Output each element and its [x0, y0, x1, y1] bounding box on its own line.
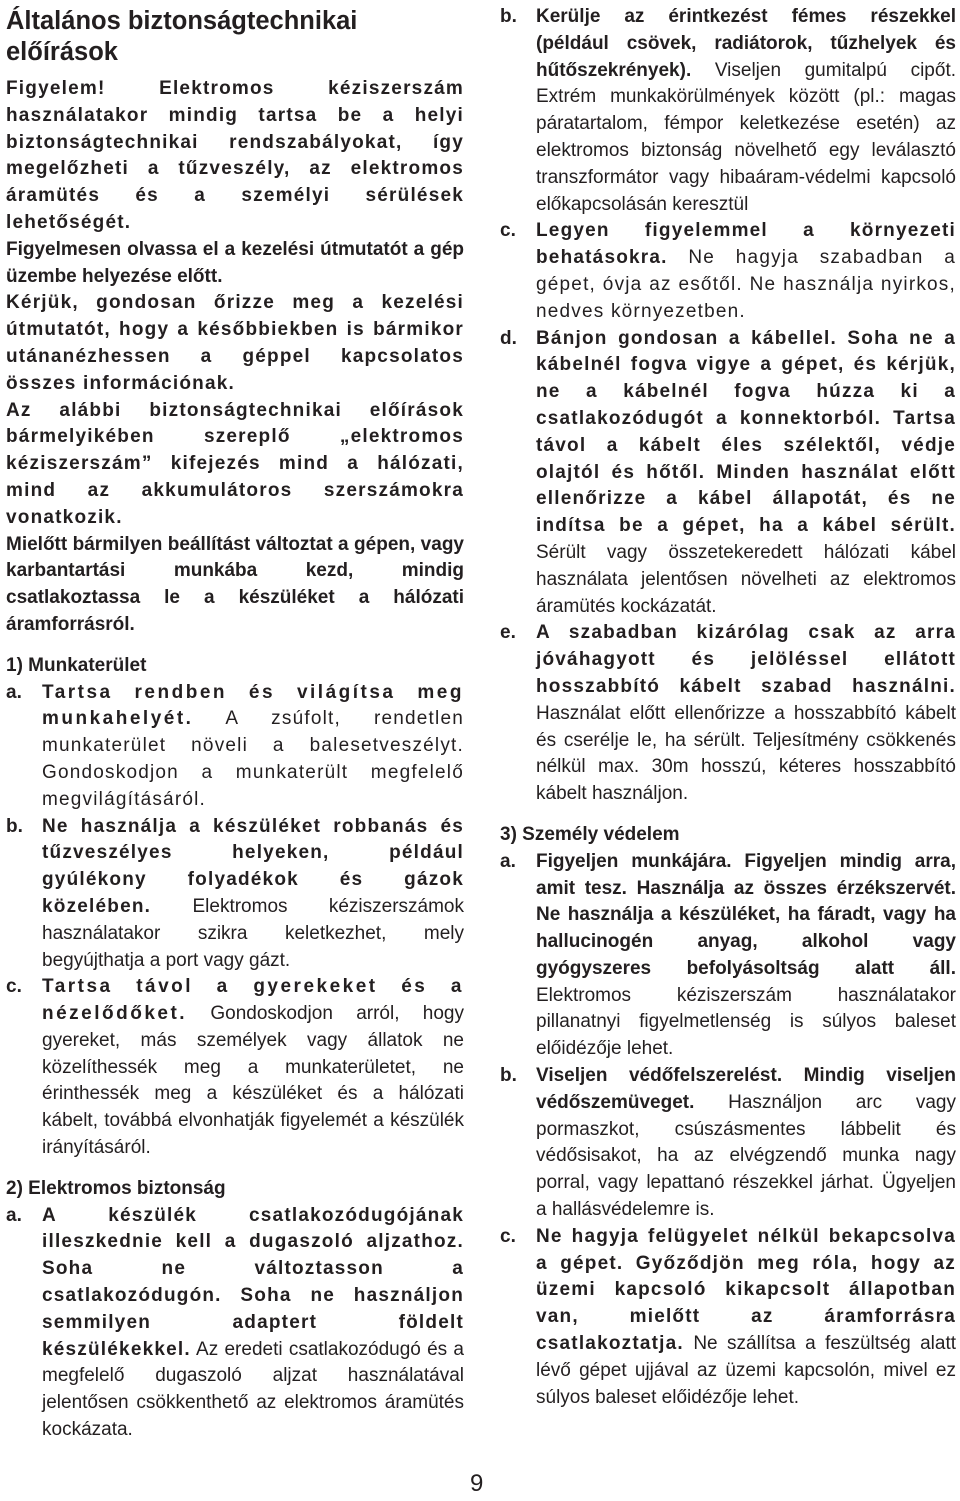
list-item: [500, 620, 956, 808]
left-column: [6, 0, 464, 1444]
section-title: 2) Elektromos biztonság: [6, 1177, 226, 1199]
item-bold-text: A szabadban kizárólag csak az arra jóváhagyott és jelöléssel ellátott hosszabbító kábelt szabad használni.: [536, 622, 956, 697]
item-label: c.: [500, 220, 516, 242]
section-title: 1) Munkaterület: [6, 654, 147, 676]
item-label: a.: [500, 850, 516, 872]
item-text: [536, 4, 956, 218]
item-label: d.: [500, 327, 517, 349]
item-label: b.: [500, 1065, 517, 1087]
item-body-text: Gondoskodjon arról, hogy gyereket, más személyek vagy állatok ne közelíthessék meg a munkaterületet, ne érinthessék meg a készüléket és a hálózati kábelt, továbbá elvonhatják figyelemét a készülék irányításáról.: [42, 1003, 464, 1159]
list-item: [6, 680, 464, 814]
item-bold-text: A készülék csatlakozódugójának illeszkednie kell a dugaszoló aljzathoz. Soha ne változtasson a csatlakozódugón. Soha ne használjon semmilyen adaptert földelt készülékekkel.: [42, 1204, 464, 1360]
item-body-text: Használat előtt ellenőrizze a hosszabbító kábelt és cserélje le, ha sérült. Teljesítmény csökkenés nélkül max. 30m hosszú, kéteres hosszabbító kábelt használjon.: [536, 702, 956, 805]
item-body-text: Elektromos kéziszerszámok használatakor szikra keletkezhet, mely begyújthatja a port vagy gázt.: [42, 895, 464, 971]
item-text: [536, 218, 956, 325]
item-text: [536, 326, 956, 621]
item-text: [42, 1203, 464, 1444]
item-text: [42, 680, 464, 814]
item-bold-text: Ne hagyja felügyelet nélkül bekapcsolva a gépet. Győződjön meg róla, hogy az üzemi kapcsoló kikapcsolt állapotban van, mielőtt az áramforrásra csatlakoztatja.: [536, 1225, 956, 1355]
item-body-text: Ne hagyja szabadban a gépet, óvja az esőtől. Ne használja nyirkos, nedves környezetben.: [536, 247, 956, 322]
item-body-text: Az eredeti csatlakozódugó és a megfelelő dugaszoló aljzat használatával jelentősen csökkenthető az elektromos áramütés kockázata.: [42, 1338, 464, 1441]
item-bold-text: Kerülje az érintkezést fémes részekkel (például csövek, radiátorok, tűzhelyek és hűtőszekrények).: [536, 6, 956, 81]
intro-disconnect: Mielőtt bármilyen beállítást változtat a gépen, vagy karbantartási munkába kezd, mindig csatlakoztassa le a készüléket a hálózati áramforrásról.: [6, 533, 464, 635]
item-label: c.: [6, 976, 22, 998]
item-text: [536, 1224, 956, 1412]
item-label: b.: [500, 6, 517, 27]
intro-read-manual: Figyelmesen olvassa el a kezelési útmutatót a gép üzembe helyezése előtt.: [6, 238, 464, 287]
item-body-text: Ne szállítsa a feszültség alatt lévő gépet ujjával az üzemi kapcsolón, mivel ez súlyos baleset előidézője lehet.: [536, 1333, 956, 1408]
intro: [6, 76, 464, 639]
section-work-area: [6, 653, 464, 1162]
list-item: [500, 326, 956, 621]
item-body-text: Elektromos kéziszerszám használatakor pillanatnyi figyelmetlenség is súlyos baleset előidézője lehet.: [536, 984, 956, 1060]
intro-keep-manual: Kérjük, gondosan őrizze meg a kezelési útmutatót, hogy a későbbiekben is bármikor utánanézhessen a géppel kapcsolatos összes információnak.: [6, 292, 464, 394]
item-text: [536, 620, 956, 808]
item-body-text: Viseljen gumitalpú cipőt. Extrém munkakörülmények között (pl.: magas páratartalom, fémpor keletkezése esetén) az elektromos biztonság növelhető egy leválasztó transzformátor vagy hibaáram-védelmi kapcsoló előkapcsolásán keresztül: [536, 59, 956, 215]
list-item: [500, 4, 956, 218]
item-bold-text: Ne használja a készüléket robbanás és tűzveszélyes helyeken, például gyúlékony folyadékok és gázok közelében.: [42, 815, 464, 917]
item-label: a.: [6, 681, 22, 703]
section-electrical-safety: [6, 1176, 464, 1444]
list-item: [6, 974, 464, 1162]
item-body-text: Használjon arc vagy pormaszkot, csúszásmentes lábbelit és védősisakot, ha az elvégzendő munka nagy porral, vagy lepattanó részekkel járhat. Ügyeljen a hallásvédelemre is.: [536, 1091, 956, 1221]
list-item: [500, 1063, 956, 1224]
list-item: [500, 1224, 956, 1412]
item-label: a.: [6, 1204, 22, 1226]
page-number: 9: [470, 1470, 484, 1497]
section-title: 3) Személy védelem: [500, 823, 680, 845]
item-text: [536, 849, 956, 1063]
item-bold-text: Legyen figyelemmel a környezeti behatásokra.: [536, 220, 956, 269]
item-bold-text: Tartsa távol a gyerekeket és a nézelődőket.: [42, 976, 464, 1025]
item-body-text: Sérült vagy összetekeredett hálózati kábel használata jelentősen növelheti az elektromos áramütés kockázatát.: [536, 541, 956, 617]
section-personal-protection: [500, 822, 956, 1412]
item-bold-text: Figyeljen munkájára. Figyeljen mindig arra, amit tesz. Használja az összes érzékszervét. Ne használja a készüléket, ha fáradt, vagy ha hallucinogén anyag, alkohol vagy gyógyszeres befolyásoltság alatt áll.: [536, 850, 956, 979]
intro-definition: Az alábbi biztonságtechnikai előírások bármelyikében szereplő „elektromos kéziszerszám” kifejezés mind a hálózati, mind az akkumulátoros szerszámokra vonatkozik.: [6, 399, 464, 528]
item-label: c.: [500, 1225, 516, 1247]
list-item: [500, 218, 956, 325]
section-electrical-safety-continued: [500, 0, 956, 808]
item-text: [42, 814, 464, 975]
item-label: e.: [500, 622, 516, 644]
right-column: [500, 0, 956, 1411]
item-body-text: A zsúfolt, rendetlen munkaterület növeli a balesetveszélyt. Gondoskodjon a munkaterült megfelelő megvilágításáról.: [42, 708, 464, 810]
item-text: [536, 1063, 956, 1224]
list-item: [6, 814, 464, 975]
page-title: Általános biztonságtechnikai előírások: [6, 7, 358, 66]
item-bold-text: Viseljen védőfelszerelést. Mindig viseljen védőszemüveget.: [536, 1065, 956, 1113]
item-label: b.: [6, 815, 23, 837]
item-bold-text: Tartsa rendben és világítsa meg munkahelyét.: [42, 681, 464, 730]
item-text: [42, 974, 464, 1162]
intro-warning: Figyelem! Elektromos kéziszerszám használatakor mindig tartsa be a helyi biztonságtechnikai rendszabályokat, így megelőzheti a tűzveszély, az elektromos áramütés és a személyi sérülések lehetőségét.: [6, 78, 464, 233]
list-item: [6, 1203, 464, 1444]
list-item: [500, 849, 956, 1063]
item-bold-text: Bánjon gondosan a kábellel. Soha ne a kábelnél fogva vigye a gépet, és kérjük, ne a kábelnél fogva húzza ki a csatlakozódugót a konnektorból. Tartsa távol a kábelt éles szélektől, védje olajtól és hőtől. Minden használat előtt ellenőrizze a kábel állapotát, és ne indítsa be a gépet, ha a kábel sérült.: [536, 327, 956, 537]
